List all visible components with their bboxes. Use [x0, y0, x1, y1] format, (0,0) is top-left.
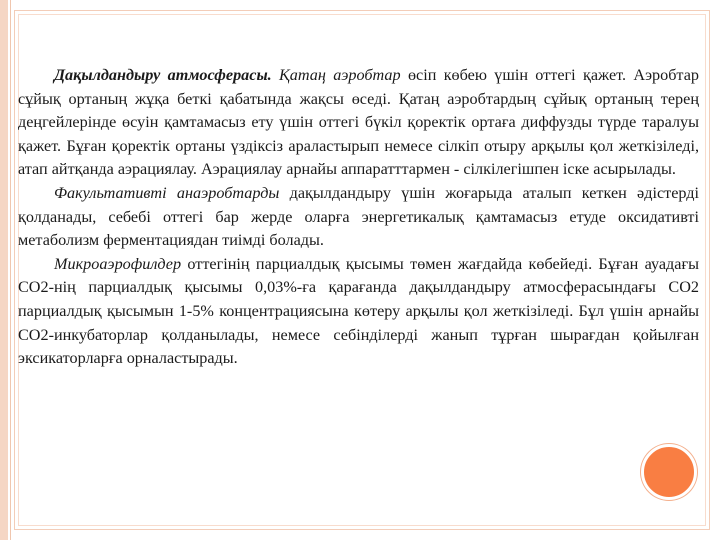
paragraph-text: дақылдандыру үшін жоғарыда аталып кеткен әдістерді қолданады, себебі оттегі бар жерде оларға энергетикалық қамтамасыз етуде оксидативті метаболизм ферментациядан тиімді болады.: [18, 183, 700, 250]
term-facultative-anaerobes: Факультативті анаэробтарды: [54, 183, 280, 202]
paragraph-facultative-anaerobes: [18, 182, 699, 253]
paragraph-text: өсіп көбею үшін оттегі қажет. Аэробтар сұйық ортаның жұқа беткі қабатында жақсы өседі. Қатаң аэробтардың сұйық ортаның терең деңгейлерінде өсуін қамтамасыз ету үшін оттегі бүкіл қоректік ортаға диффузды түрде таралуы қажет. Бұған қоректік ортаны үздіксіз араластырып немесе сілкіп отыру арқылы қол жеткізіледі, атап айтқанда аэрациялау. Аэрациялау арнайы аппаратттармен - сілкілегішпен іске асырылады.: [18, 66, 699, 179]
term-microaerophiles: Микроаэрофилдер: [54, 254, 182, 273]
text-body: [18, 64, 699, 371]
left-border-line: [10, 0, 11, 540]
left-border-strip: [0, 0, 8, 540]
term-strict-aerobes: Қатаң аэробтар: [279, 66, 401, 84]
term-cultivation-atmosphere: Дақылдандыру атмосферасы.: [54, 66, 272, 84]
paragraph-cultivation-atmosphere: [18, 64, 699, 182]
decorative-orange-circle: [641, 444, 697, 500]
paragraph-microaerophiles: [18, 253, 699, 371]
paragraph-text: оттегінің парциалдық қысымы төмен жағдайда көбейеді. Бұған ауадағы СО2-нің парциалдық қысымы 0,03%-ға қарағанда дақылдандыру атмосферасындағы СО2 парциалдық қысымын 1-5% концентрациясына көтеру арқылы қол жеткізіледі. Бұл үшін арнайы СО2-инкубаторлар қолданылады, немесе себінділерді жанып тұрған шырағдан қойылған эксикаторларға орналастырады.: [18, 254, 699, 368]
